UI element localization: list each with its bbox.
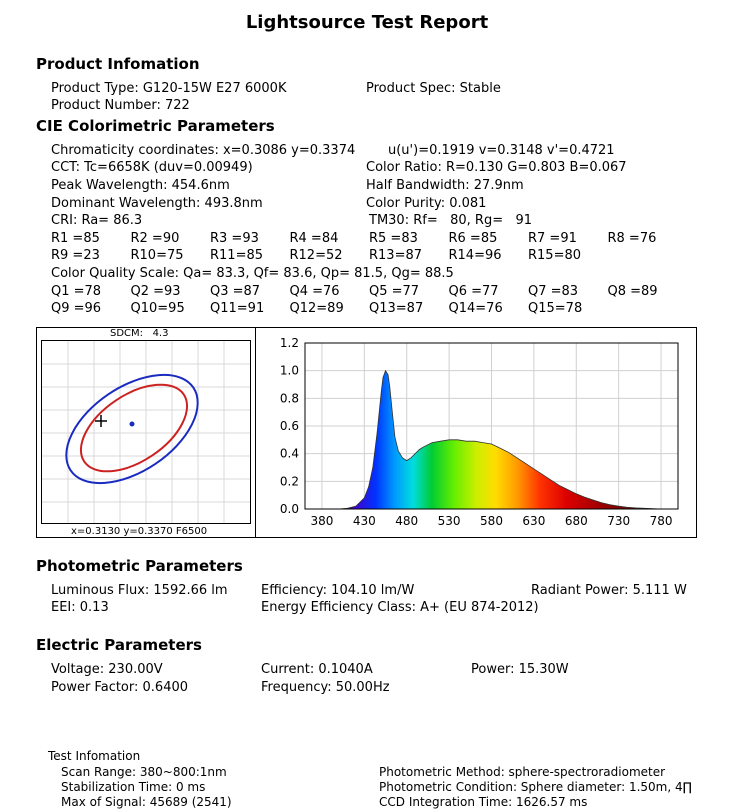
y-tick-label: 0.4 — [279, 446, 299, 461]
power-factor: Power Factor: 0.6400 — [51, 680, 189, 695]
peak-wavelength: Peak Wavelength: 454.6nm — [51, 178, 230, 193]
luminous-flux: Luminous Flux: 1592.66 lm — [51, 583, 228, 598]
tm30: TM30: Rf= 80, Rg= 91 — [369, 213, 533, 228]
photometric-heading: Photometric Parameters — [36, 557, 243, 575]
current: Current: 0.1040A — [261, 662, 373, 677]
reference-point — [130, 422, 135, 427]
param-value: R10=75 — [130, 248, 184, 263]
param-value: Q12=89 — [289, 301, 344, 316]
param-value: Q11=91 — [210, 301, 265, 316]
param-value: Q6 =77 — [448, 284, 499, 299]
param-value: Q8 =89 — [607, 284, 658, 299]
max-signal: Max of Signal: 45689 (2541) — [61, 795, 232, 809]
x-tick-label: 380 — [310, 514, 334, 528]
cct: CCT: Tc=6658K (duv=0.00949) — [51, 160, 253, 175]
product-type: Product Type: G120-15W E27 6000K — [51, 81, 287, 96]
frequency: Frequency: 50.00Hz — [261, 680, 390, 695]
inner-ellipse — [66, 367, 202, 489]
param-value: Q5 =77 — [369, 284, 420, 299]
ellipse-footer: x=0.3130 y=0.3370 F6500 — [71, 526, 208, 537]
param-value: R5 =83 — [369, 231, 418, 246]
efficiency: Efficiency: 104.10 lm/W — [261, 583, 415, 598]
param-value: R4 =84 — [289, 231, 339, 246]
x-tick-label: 480 — [395, 514, 419, 528]
param-value: Q4 =76 — [289, 284, 340, 299]
product-number: Product Number: 722 — [51, 98, 190, 113]
param-value: Q1 =78 — [51, 284, 102, 299]
dominant-wavelength: Dominant Wavelength: 493.8nm — [51, 196, 263, 211]
charts-divider — [255, 327, 256, 538]
y-tick-label: 0.8 — [279, 391, 299, 406]
param-value: R13=87 — [369, 248, 423, 263]
ccd-integration-time: CCD Integration Time: 1626.57 ms — [379, 795, 588, 809]
param-value: R6 =85 — [448, 231, 498, 246]
param-value: Q13=87 — [369, 301, 424, 316]
report-title: Lightsource Test Report — [245, 12, 489, 33]
cie-heading: CIE Colorimetric Parameters — [36, 117, 275, 135]
uv-coordinates: u(u')=0.1919 v=0.3148 v'=0.4721 — [388, 143, 615, 158]
param-value: Q2 =93 — [130, 284, 181, 299]
param-value: Q14=76 — [448, 301, 503, 316]
color-purity: Color Purity: 0.081 — [366, 196, 487, 211]
x-tick-label: 530 — [437, 514, 461, 528]
param-value: R1 =85 — [51, 231, 100, 246]
y-tick-label: 0.0 — [279, 502, 299, 516]
energy-class: Energy Efficiency Class: A+ (EU 874-2012) — [261, 600, 539, 615]
x-tick-label: 580 — [480, 514, 503, 528]
product-heading: Product Infomation — [36, 55, 200, 73]
electric-heading: Electric Parameters — [36, 636, 202, 654]
voltage: Voltage: 230.00V — [51, 662, 163, 677]
x-tick-label: 430 — [352, 514, 376, 528]
param-value: R12=52 — [289, 248, 343, 263]
y-tick-label: 0.2 — [279, 474, 299, 489]
x-tick-label: 680 — [564, 514, 588, 528]
chromaticity: Chromaticity coordinates: x=0.3086 y=0.3374 — [51, 143, 356, 158]
macadam-ellipse-plot — [42, 341, 250, 523]
scan-range: Scan Range: 380~800:1nm — [61, 765, 227, 779]
param-value: Q9 =96 — [51, 301, 102, 316]
param-value: R8 =76 — [607, 231, 657, 246]
param-value: R9 =23 — [51, 248, 100, 263]
y-tick-label: 0.6 — [279, 419, 299, 433]
power: Power: 15.30W — [471, 662, 569, 677]
x-tick-label: 730 — [607, 514, 631, 528]
color-quality-scale: Color Quality Scale: Qa= 83.3, Qf= 83.6, Qp= 81.5, Qg= 88.5 — [51, 266, 454, 281]
cri: CRI: Ra= 86.3 — [51, 213, 143, 228]
param-value: Q10=95 — [130, 301, 185, 316]
color-ratio: Color Ratio: R=0.130 G=0.803 B=0.067 — [366, 160, 627, 175]
param-value: R3 =93 — [210, 231, 259, 246]
x-tick-label: 630 — [522, 514, 546, 528]
y-tick-label: 1.2 — [279, 336, 299, 350]
param-value: R7 =91 — [528, 231, 577, 246]
product-spec: Product Spec: Stable — [366, 81, 501, 96]
outer-ellipse — [47, 353, 217, 505]
test-heading: Test Infomation — [48, 749, 141, 763]
radiant-power: Radiant Power: 5.111 W — [531, 583, 687, 598]
half-bandwidth: Half Bandwidth: 27.9nm — [366, 178, 524, 193]
photometric-method: Photometric Method: sphere-spectroradiometer — [379, 765, 666, 779]
param-value: R2 =90 — [130, 231, 180, 246]
param-value: R14=96 — [448, 248, 502, 263]
photometric-condition: Photometric Condition: Sphere diameter: 1.50m, 4∏ — [379, 780, 692, 794]
param-value: Q7 =83 — [528, 284, 579, 299]
param-value: R11=85 — [210, 248, 264, 263]
param-value: R15=80 — [528, 248, 582, 263]
sdcm-label: SDCM: 4.3 — [110, 328, 169, 339]
spectrum-chart — [258, 330, 694, 536]
param-value: Q3 =87 — [210, 284, 261, 299]
x-tick-label: 780 — [649, 514, 673, 528]
eei: EEI: 0.13 — [51, 600, 109, 615]
y-tick-label: 1.0 — [279, 363, 299, 378]
param-value: Q15=78 — [528, 301, 583, 316]
stabilization-time: Stabilization Time: 0 ms — [61, 780, 206, 794]
